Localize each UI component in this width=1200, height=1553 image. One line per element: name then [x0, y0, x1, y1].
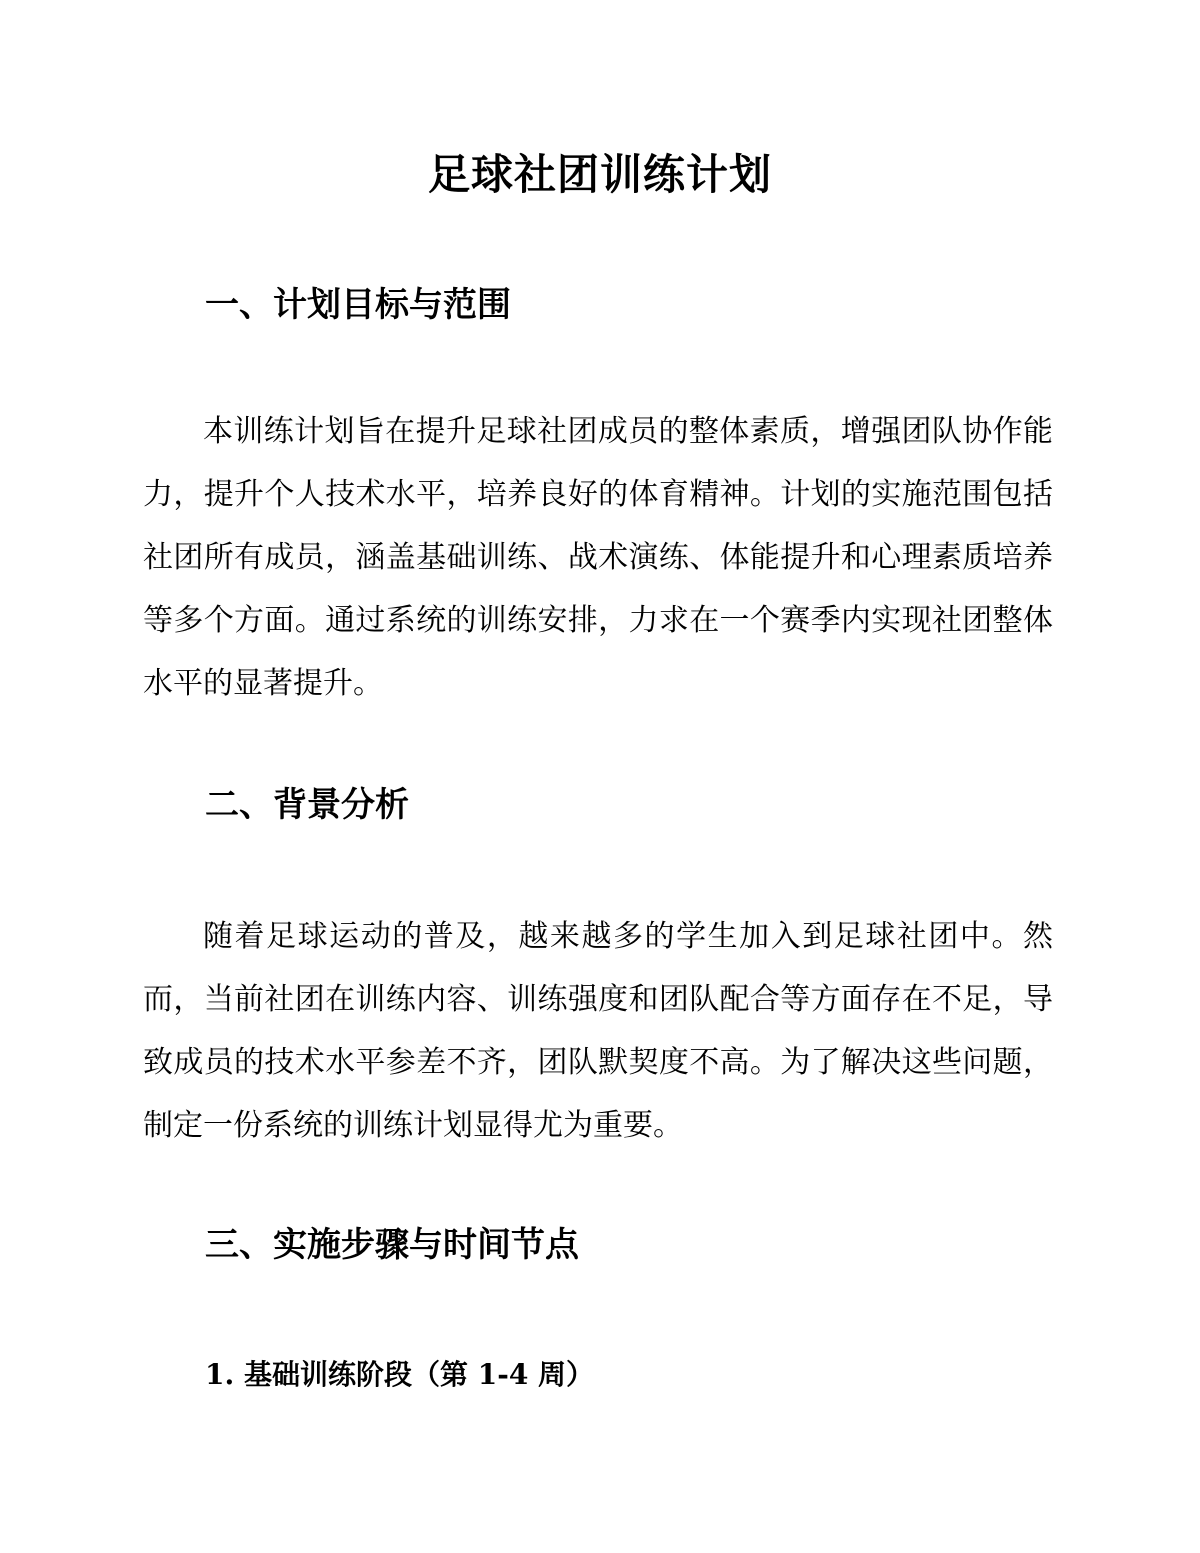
subsection-heading-basic-training: 1. 基础训练阶段（第 1-4 周）: [205, 1358, 595, 1391]
section-heading-background: 二、背景分析: [205, 785, 409, 825]
section-heading-goals: 一、计划目标与范围: [205, 285, 511, 325]
section-heading-steps: 三、实施步骤与时间节点: [205, 1225, 579, 1265]
section-paragraph-background: 随着足球运动的普及，越来越多的学生加入到足球社团中。然而，当前社团在训练内容、训练强度和团队配合等方面存在不足，导致成员的技术水平参差不齐，团队默契度不高。为了解决这些问题，制定一份系统的训练计划显得尤为重要。: [143, 919, 1053, 1143]
section-paragraph-goals: 本训练计划旨在提升足球社团成员的整体素质，增强团队协作能力，提升个人技术水平，培养良好的体育精神。计划的实施范围包括社团所有成员，涵盖基础训练、战术演练、体能提升和心理素质培养等多个方面。通过系统的训练安排，力求在一个赛季内实现社团整体水平的显著提升。: [143, 414, 1053, 701]
document-title: 足球社团训练计划: [427, 150, 772, 199]
